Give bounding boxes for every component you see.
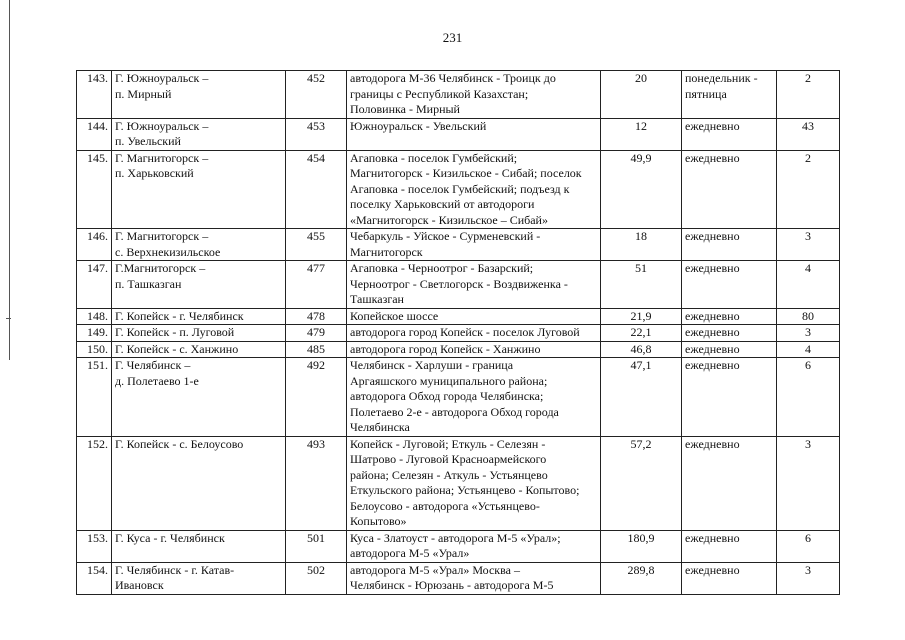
route-name-cell xyxy=(112,341,286,358)
route-path-cell xyxy=(347,229,601,261)
route-schedule-cell xyxy=(682,118,777,150)
row-number-line: 152. xyxy=(87,436,108,451)
route-path-line: Магнитогорск xyxy=(350,244,423,259)
route-path-line: района; Селезян - Аткуль - Устьянцево xyxy=(350,467,548,482)
route-schedule-cell xyxy=(682,261,777,309)
route-path-line: «Магнитогорск - Кизильское – Сибай» xyxy=(350,212,548,227)
route-code-cell xyxy=(286,308,347,325)
route-schedule-line: ежедневно xyxy=(685,341,740,356)
route-length-line: 57,2 xyxy=(630,436,652,451)
row-number-line: 150. xyxy=(87,341,108,356)
route-path-line: автодорога Обход города Челябинска; xyxy=(350,389,544,403)
row-number-cell xyxy=(77,261,112,309)
route-trips-cell xyxy=(777,436,840,530)
route-schedule-cell xyxy=(682,530,777,562)
table-row xyxy=(77,308,840,325)
route-length-line: 289,8 xyxy=(627,562,655,577)
row-number-line: 148. xyxy=(87,308,108,323)
route-length-line: 21,9 xyxy=(630,308,652,323)
route-schedule-line: ежедневно xyxy=(685,530,740,545)
route-length-cell xyxy=(601,229,682,261)
route-name-line: п. Увельский xyxy=(115,134,181,148)
route-path-line: автодорога город Копейск - Ханжино xyxy=(350,341,541,356)
route-trips-line: 80 xyxy=(802,308,814,323)
route-trips-cell xyxy=(777,358,840,437)
table-row xyxy=(77,358,840,437)
route-trips-cell xyxy=(777,118,840,150)
route-code-line: 455 xyxy=(307,229,325,243)
route-schedule-line: ежедневно xyxy=(685,229,740,243)
route-name-cell xyxy=(112,562,286,594)
route-name-line: Г. Копейск - г. Челябинск xyxy=(115,308,244,323)
route-path-line: Белоусово - автодорога «Устьянцево- xyxy=(350,498,540,513)
route-length-cell xyxy=(601,562,682,594)
margin-tick-mark xyxy=(6,318,11,319)
route-name-cell xyxy=(112,358,286,437)
route-name-line: Г. Челябинск - г. Катав- xyxy=(115,562,235,577)
route-path-line: Челябинск - Юрюзань - автодорога М-5 xyxy=(350,578,554,592)
row-number-line: 149. xyxy=(87,325,108,339)
route-path-cell xyxy=(347,562,601,594)
route-path-line: Агаповка - Черноотрог - Базарский; xyxy=(350,261,534,275)
route-path-cell xyxy=(347,325,601,342)
route-trips-line: 3 xyxy=(805,229,811,243)
route-length-line: 46,8 xyxy=(630,341,652,356)
route-schedule-cell xyxy=(682,562,777,594)
route-path-line: Черноотрог - Светлогорск - Воздвиженка - xyxy=(350,276,568,291)
route-name-line: Г.Магнитогорск – xyxy=(115,261,206,275)
route-trips-cell xyxy=(777,325,840,342)
route-path-line: Копейское шоссе xyxy=(350,308,439,323)
route-name-line: Г. Челябинск – xyxy=(115,358,191,372)
row-number-cell xyxy=(77,341,112,358)
row-number-line: 154. xyxy=(87,562,108,577)
row-number-line: 145. xyxy=(87,150,108,165)
binding-margin-line xyxy=(9,0,10,360)
route-schedule-cell xyxy=(682,325,777,342)
route-length-cell xyxy=(601,358,682,437)
route-path-cell xyxy=(347,358,601,437)
route-path-cell xyxy=(347,530,601,562)
route-schedule-line: ежедневно xyxy=(685,150,740,165)
route-length-line: 22,1 xyxy=(630,325,652,339)
table-row xyxy=(77,118,840,150)
route-schedule-line: пятница xyxy=(685,86,727,101)
route-name-line: Г. Магнитогорск – xyxy=(115,229,209,243)
route-code-line: 479 xyxy=(307,325,325,339)
route-code-cell xyxy=(286,341,347,358)
route-name-line: Г. Южноуральск – xyxy=(115,118,209,133)
row-number-cell xyxy=(77,118,112,150)
route-schedule-cell xyxy=(682,308,777,325)
route-trips-line: 3 xyxy=(805,436,811,451)
route-code-cell xyxy=(286,358,347,437)
route-trips-line: 6 xyxy=(805,358,811,372)
route-name-line: Г. Копейск - с. Белоусово xyxy=(115,436,244,451)
route-code-line: 478 xyxy=(307,308,325,323)
route-name-line: Г. Магнитогорск – xyxy=(115,150,209,165)
route-trips-cell xyxy=(777,150,840,229)
route-code-cell xyxy=(286,436,347,530)
route-name-line: п. Ташказган xyxy=(115,276,182,291)
route-schedule-line: ежедневно xyxy=(685,308,740,323)
route-trips-cell xyxy=(777,229,840,261)
route-trips-cell xyxy=(777,261,840,309)
route-schedule-cell xyxy=(682,436,777,530)
route-name-cell xyxy=(112,308,286,325)
route-code-cell xyxy=(286,118,347,150)
route-code-cell xyxy=(286,530,347,562)
route-code-cell xyxy=(286,71,347,119)
routes-table xyxy=(76,70,840,595)
route-path-line: Ташказган xyxy=(350,292,404,306)
route-path-line: Аргаяшского муниципального района; xyxy=(350,373,548,388)
route-name-cell xyxy=(112,118,286,150)
row-number-cell xyxy=(77,358,112,437)
row-number-line: 153. xyxy=(87,530,108,545)
route-name-cell xyxy=(112,325,286,342)
table-row xyxy=(77,71,840,119)
route-code-cell xyxy=(286,562,347,594)
row-number-line: 147. xyxy=(87,261,108,275)
route-trips-line: 3 xyxy=(805,325,811,339)
routes-table-body xyxy=(77,71,840,595)
route-code-cell xyxy=(286,150,347,229)
route-path-line: Еткульского района; Устьянцево - Копытово; xyxy=(350,483,580,497)
route-name-cell xyxy=(112,150,286,229)
route-schedule-cell xyxy=(682,150,777,229)
route-code-line: 502 xyxy=(307,562,325,577)
row-number-line: 144. xyxy=(87,118,108,133)
row-number-cell xyxy=(77,530,112,562)
route-name-cell xyxy=(112,229,286,261)
row-number-cell xyxy=(77,325,112,342)
row-number-cell xyxy=(77,436,112,530)
route-trips-line: 3 xyxy=(805,562,811,577)
route-code-line: 452 xyxy=(307,71,325,85)
route-name-line: с. Верхнекизильское xyxy=(115,244,221,259)
table-row xyxy=(77,562,840,594)
route-length-line: 12 xyxy=(635,118,647,133)
route-length-line: 18 xyxy=(635,229,647,243)
route-schedule-line: ежедневно xyxy=(685,325,740,339)
route-trips-cell xyxy=(777,562,840,594)
route-name-line: д. Полетаево 1-е xyxy=(115,373,199,388)
route-trips-line: 4 xyxy=(805,261,811,275)
route-path-line: Половинка - Мирный xyxy=(350,102,460,116)
route-name-line: Ивановск xyxy=(115,578,164,592)
row-number-line: 151. xyxy=(87,358,108,372)
table-row xyxy=(77,436,840,530)
route-path-line: Челябинск - Харлуши - граница xyxy=(350,358,514,372)
route-length-cell xyxy=(601,118,682,150)
row-number-cell xyxy=(77,308,112,325)
route-code-cell xyxy=(286,261,347,309)
route-name-line: Г. Южноуральск – xyxy=(115,71,209,85)
route-schedule-line: ежедневно xyxy=(685,358,740,372)
page-number: 231 xyxy=(442,30,463,45)
route-path-line: Агаповка - поселок Гумбейский; xyxy=(350,150,518,165)
route-schedule-cell xyxy=(682,71,777,119)
route-path-line: Копытово» xyxy=(350,514,407,528)
route-name-line: Г. Куса - г. Челябинск xyxy=(115,530,225,545)
route-name-cell xyxy=(112,261,286,309)
route-code-line: 453 xyxy=(307,118,325,133)
route-path-cell xyxy=(347,261,601,309)
route-length-line: 47,1 xyxy=(630,358,652,372)
route-path-cell xyxy=(347,436,601,530)
route-path-line: автодорога М-5 «Урал» Москва – xyxy=(350,562,520,577)
route-path-line: Южноуральск - Увельский xyxy=(350,118,487,133)
route-trips-cell xyxy=(777,341,840,358)
table-row xyxy=(77,530,840,562)
row-number-cell xyxy=(77,229,112,261)
route-schedule-cell xyxy=(682,229,777,261)
route-path-line: Копейск - Луговой; Еткуль - Селезян - xyxy=(350,436,546,451)
route-path-line: автодорога М-5 «Урал» xyxy=(350,546,470,560)
route-trips-line: 6 xyxy=(805,530,811,545)
route-length-cell xyxy=(601,530,682,562)
route-path-line: границы с Республикой Казахстан; xyxy=(350,86,529,101)
table-row xyxy=(77,341,840,358)
route-length-cell xyxy=(601,261,682,309)
route-length-cell xyxy=(601,71,682,119)
route-schedule-line: понедельник - xyxy=(685,71,758,85)
route-length-line: 20 xyxy=(635,71,647,85)
route-schedule-line: ежедневно xyxy=(685,261,740,275)
route-path-cell xyxy=(347,150,601,229)
route-trips-cell xyxy=(777,530,840,562)
route-path-line: Челябинска xyxy=(350,420,410,434)
route-length-cell xyxy=(601,308,682,325)
route-path-line: Магнитогорск - Кизильское - Сибай; поселок xyxy=(350,166,582,180)
route-schedule-cell xyxy=(682,341,777,358)
route-path-cell xyxy=(347,71,601,119)
route-path-line: автодорога М-36 Челябинск - Троицк до xyxy=(350,71,556,85)
route-code-line: 454 xyxy=(307,150,325,165)
route-trips-line: 2 xyxy=(805,150,811,165)
route-name-line: п. Харьковский xyxy=(115,166,194,180)
route-schedule-line: ежедневно xyxy=(685,562,740,577)
route-length-line: 180,9 xyxy=(627,530,655,545)
route-code-line: 485 xyxy=(307,341,325,356)
route-schedule-line: ежедневно xyxy=(685,118,740,133)
route-code-line: 492 xyxy=(307,358,325,372)
route-path-line: автодорога город Копейск - поселок Луговой xyxy=(350,325,580,339)
route-path-cell xyxy=(347,308,601,325)
route-schedule-line: ежедневно xyxy=(685,436,740,451)
route-code-line: 493 xyxy=(307,436,325,451)
route-name-cell xyxy=(112,530,286,562)
route-length-cell xyxy=(601,325,682,342)
route-path-line: Агаповка - поселок Гумбейский; подъезд к xyxy=(350,181,570,196)
route-path-cell xyxy=(347,341,601,358)
route-code-line: 477 xyxy=(307,261,325,275)
row-number-line: 143. xyxy=(87,71,108,85)
row-number-line: 146. xyxy=(87,229,108,243)
route-name-line: п. Мирный xyxy=(115,86,172,101)
route-length-line: 51 xyxy=(635,261,647,275)
route-length-line: 49,9 xyxy=(630,150,652,165)
table-row xyxy=(77,150,840,229)
route-schedule-cell xyxy=(682,358,777,437)
route-trips-line: 2 xyxy=(805,71,811,85)
table-row xyxy=(77,325,840,342)
route-path-line: Куса - Златоуст - автодорога М-5 «Урал»; xyxy=(350,530,561,545)
route-name-line: Г. Копейск - п. Луговой xyxy=(115,325,235,339)
route-length-cell xyxy=(601,150,682,229)
route-code-cell xyxy=(286,325,347,342)
route-path-cell xyxy=(347,118,601,150)
route-code-line: 501 xyxy=(307,530,325,545)
row-number-cell xyxy=(77,562,112,594)
row-number-cell xyxy=(77,71,112,119)
route-path-line: Шатрово - Луговой Красноармейского xyxy=(350,452,547,466)
route-length-cell xyxy=(601,436,682,530)
route-trips-cell xyxy=(777,308,840,325)
table-row xyxy=(77,229,840,261)
route-length-cell xyxy=(601,341,682,358)
route-name-cell xyxy=(112,436,286,530)
route-path-line: Чебаркуль - Уйское - Сурменевский - xyxy=(350,229,541,243)
route-trips-line: 43 xyxy=(802,118,814,133)
row-number-cell xyxy=(77,150,112,229)
route-path-line: Полетаево 2-е - автодорога Обход города xyxy=(350,404,559,419)
route-path-line: поселку Харьковский от автодороги xyxy=(350,197,535,211)
table-row xyxy=(77,261,840,309)
route-name-cell xyxy=(112,71,286,119)
route-trips-cell xyxy=(777,71,840,119)
route-code-cell xyxy=(286,229,347,261)
route-name-line: Г. Копейск - с. Ханжино xyxy=(115,341,239,356)
route-trips-line: 4 xyxy=(805,341,811,356)
